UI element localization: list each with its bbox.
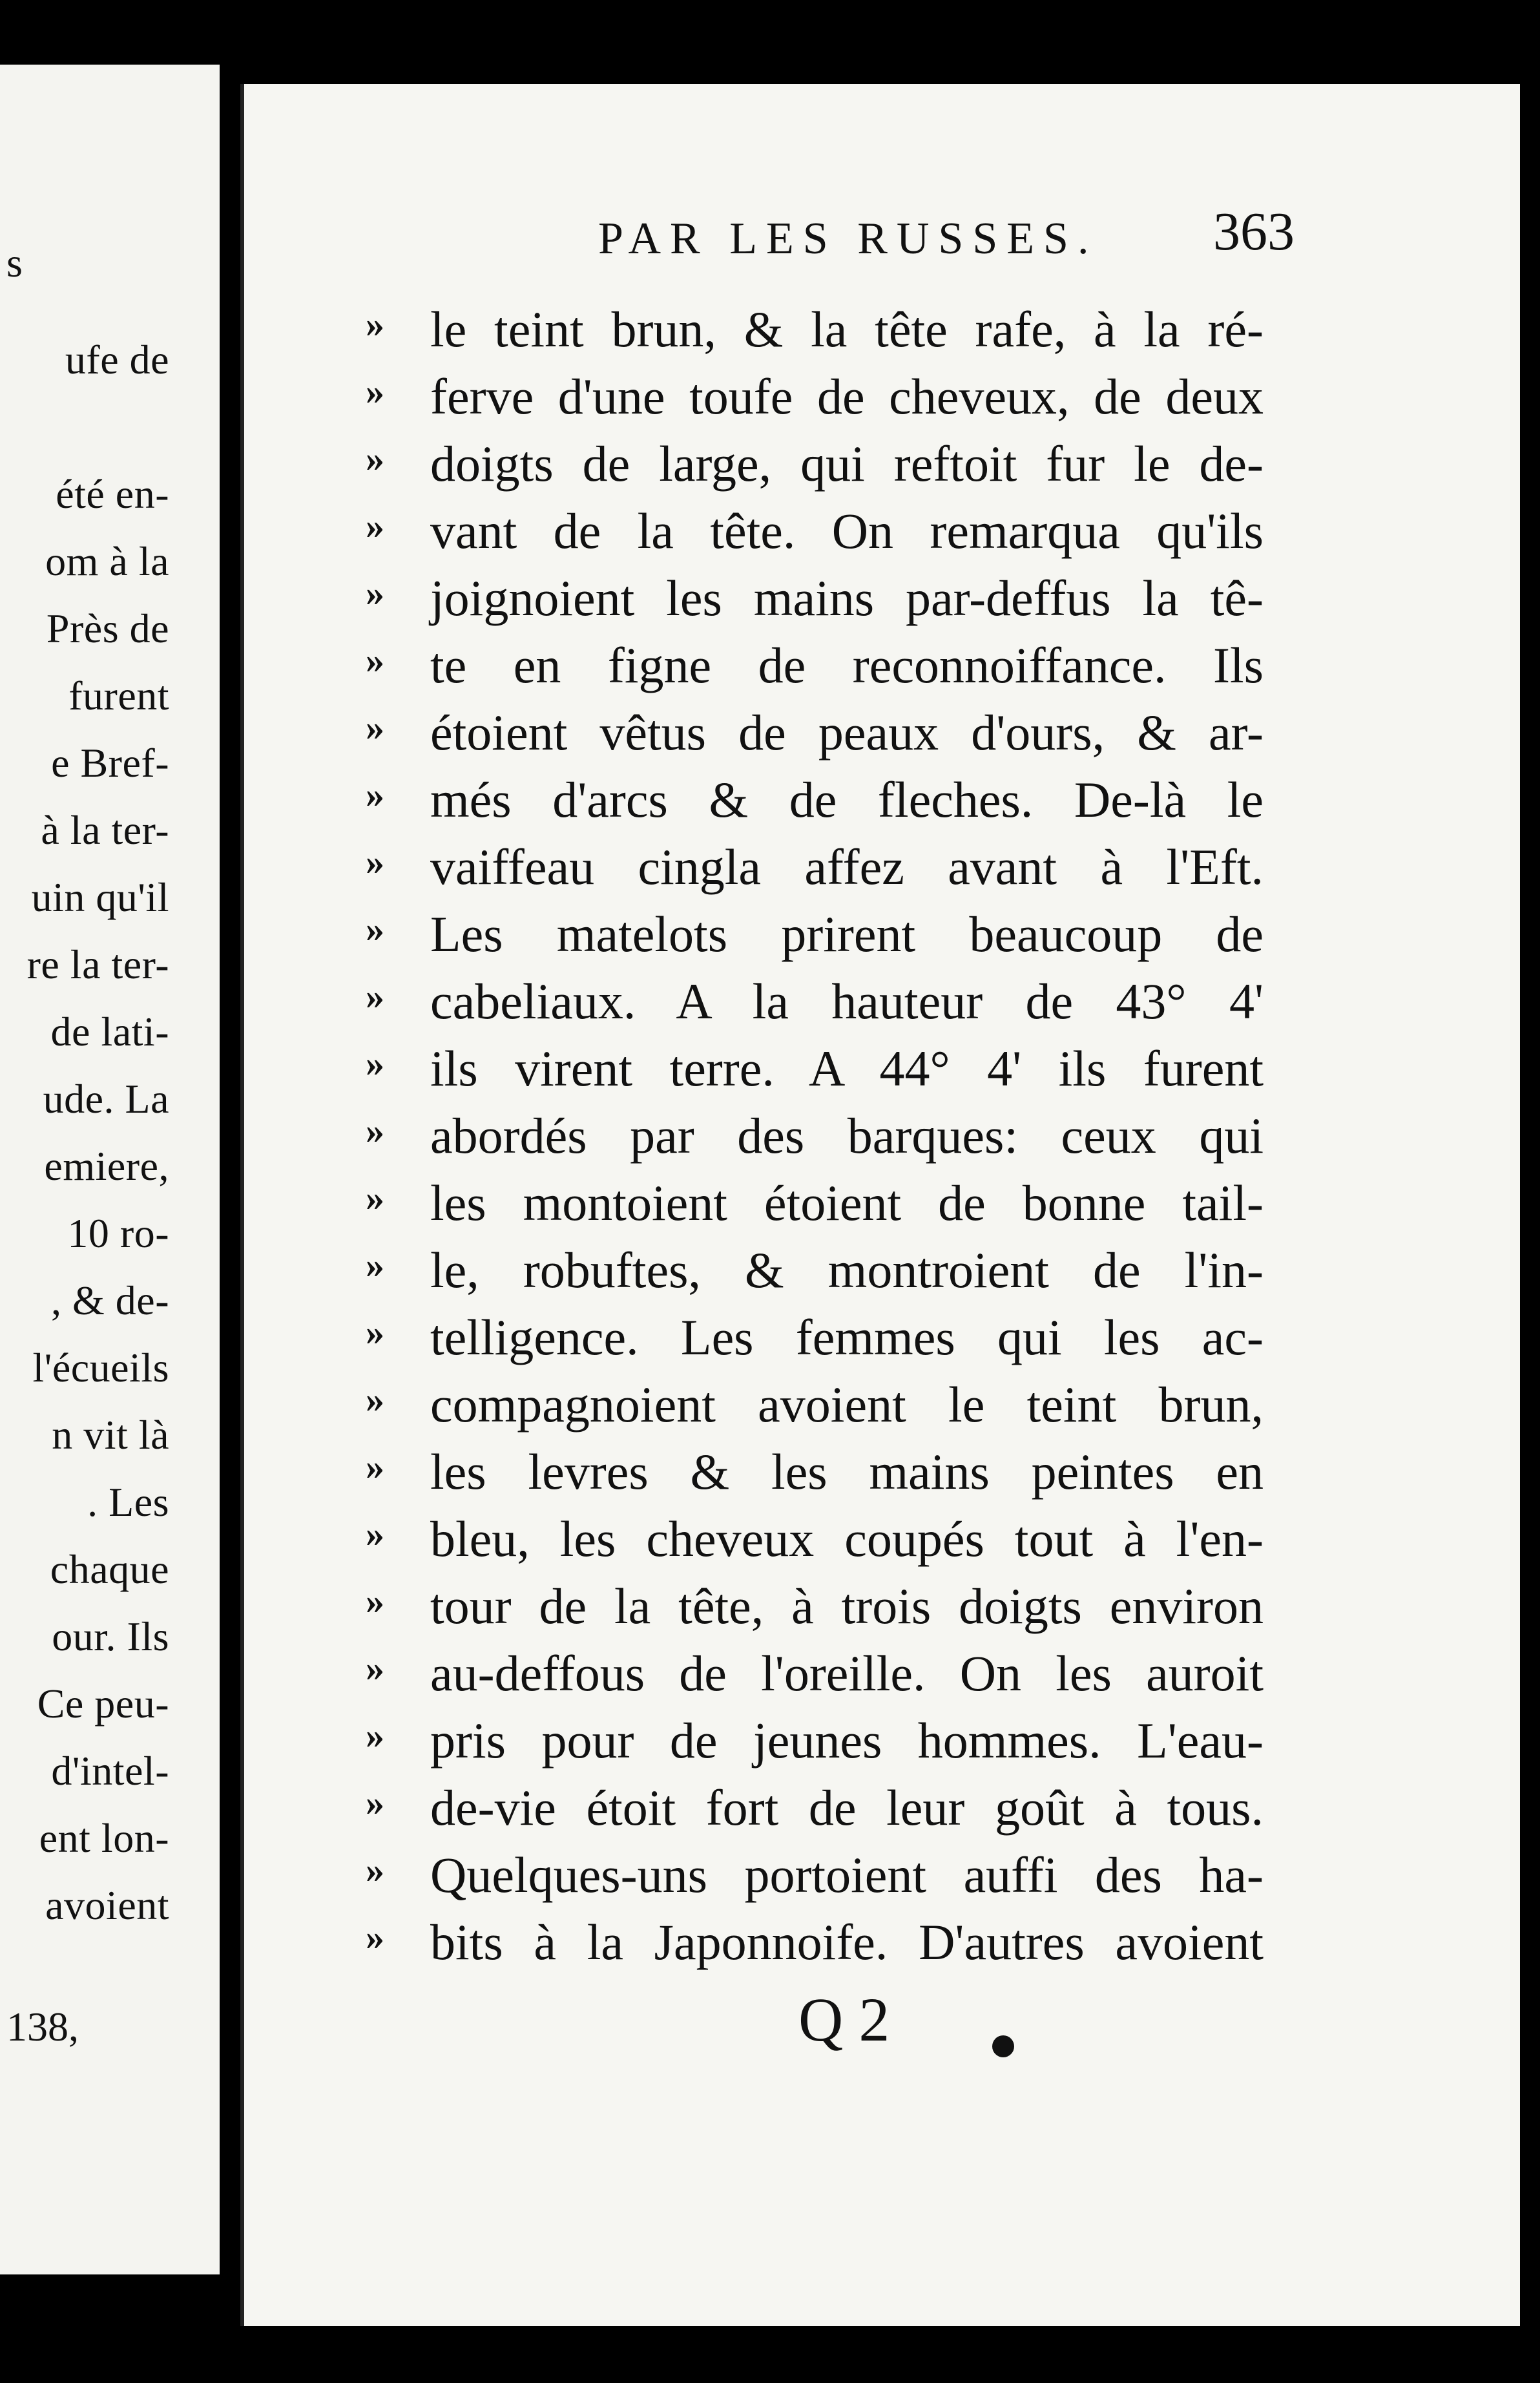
left-text-line: chaque	[50, 1546, 169, 1592]
quote-mark: »	[366, 1445, 384, 1487]
line-text: le, robuftes, & montroient de l'in-	[430, 1242, 1264, 1298]
left-text-line: emiere,	[44, 1143, 169, 1189]
signature-mark: Q 2	[798, 1985, 890, 2054]
quote-mark: »	[366, 370, 384, 412]
quote-mark: »	[366, 841, 384, 883]
quote-mark: »	[366, 1849, 384, 1891]
line-text: au-deffous de l'oreille. On les auroit	[430, 1645, 1264, 1701]
left-text-line: our. Ils	[52, 1613, 169, 1659]
left-text-line: Ce peu-	[37, 1681, 169, 1727]
left-text-line: 10 ro-	[67, 1210, 169, 1256]
page-number: 363	[1213, 202, 1295, 262]
text-line	[366, 499, 1264, 563]
line-text: telligence. Les femmes qui les ac-	[430, 1309, 1264, 1365]
running-head: PAR LES RUSSES.	[598, 214, 1098, 264]
left-running-head: s	[6, 240, 25, 286]
right-page	[240, 84, 1520, 2326]
text-line	[366, 700, 1264, 765]
left-page	[0, 65, 220, 2274]
left-text-line: ude. La	[43, 1076, 169, 1122]
line-text: les levres & les mains peintes en	[430, 1443, 1264, 1500]
line-text: étoient vêtus de peaux d'ours, & ar-	[430, 704, 1264, 761]
line-text: compagnoient avoient le teint brun,	[430, 1376, 1264, 1433]
quote-mark: »	[366, 1177, 384, 1219]
text-line	[366, 1238, 1264, 1303]
text-line	[366, 1171, 1264, 1235]
left-text-line: ufe de	[65, 337, 169, 383]
quote-mark: »	[366, 1647, 384, 1689]
line-text: les montoient étoient de bonne tail-	[430, 1175, 1264, 1231]
line-text: te en figne de reconnoiffance. Ils	[430, 637, 1264, 693]
line-text: le teint brun, & la tête rafe, à la ré-	[430, 301, 1264, 357]
left-text-line: l'écueils	[32, 1345, 169, 1391]
left-text-line: , & de-	[51, 1277, 169, 1323]
text-line	[366, 1641, 1264, 1706]
text-line	[366, 364, 1264, 429]
quote-mark: »	[366, 773, 384, 815]
quote-mark: »	[366, 1378, 384, 1420]
left-text-line: furent	[68, 673, 169, 719]
text-line	[366, 297, 1264, 362]
quote-mark: »	[366, 505, 384, 547]
line-text: joignoient les mains par-deffus la tê-	[430, 570, 1264, 626]
text-line	[366, 1440, 1264, 1504]
quote-mark: »	[366, 1311, 384, 1353]
quote-mark: »	[366, 908, 384, 950]
line-text: bits à la Japonnoife. D'autres avoient	[430, 1914, 1264, 1970]
text-line	[366, 1372, 1264, 1437]
quote-mark: »	[366, 706, 384, 748]
text-line	[366, 1776, 1264, 1840]
left-text-line: avoient	[45, 1882, 169, 1928]
left-text-line: ent lon-	[39, 1815, 169, 1861]
quote-mark: »	[366, 1042, 384, 1084]
line-text: ferve d'une toufe de cheveux, de deux	[430, 368, 1264, 425]
text-line	[366, 432, 1264, 496]
text-line	[366, 633, 1264, 698]
quote-mark: »	[366, 1580, 384, 1622]
line-text: vaiffeau cingla affez avant à l'Eft.	[430, 839, 1264, 895]
text-line	[366, 835, 1264, 899]
quote-mark: »	[366, 1781, 384, 1823]
text-line	[366, 1910, 1264, 1975]
left-folio: 138,	[6, 2004, 79, 2050]
quote-mark: »	[366, 1714, 384, 1756]
text-line	[366, 768, 1264, 832]
quote-mark: »	[366, 1109, 384, 1151]
quote-mark: »	[366, 437, 384, 479]
left-text-line: de lati-	[50, 1009, 169, 1055]
line-text: ils virent terre. A 44° 4' ils furent	[430, 1040, 1264, 1097]
text-line	[366, 969, 1264, 1034]
left-text-line: om à la	[45, 538, 169, 584]
line-text: Quelques-uns portoient auffi des ha-	[430, 1847, 1264, 1903]
text-line	[366, 1104, 1264, 1168]
left-text-line: Près de	[46, 605, 169, 651]
left-text-line: e Bref-	[51, 740, 169, 786]
line-text: doigts de large, qui reftoit fur le de-	[430, 436, 1264, 492]
ink-spot	[992, 2035, 1014, 2057]
left-text-line: re la ter-	[26, 941, 169, 987]
quote-mark: »	[366, 303, 384, 345]
text-line	[366, 1507, 1264, 1571]
left-text-line: été en-	[56, 471, 169, 517]
line-text: pris pour de jeunes hommes. L'eau-	[430, 1712, 1264, 1769]
text-line	[366, 1574, 1264, 1639]
line-text: vant de la tête. On remarqua qu'ils	[430, 503, 1264, 559]
line-text: Les matelots prirent beaucoup de	[430, 906, 1264, 962]
quote-mark: »	[366, 572, 384, 614]
left-text-line: . Les	[87, 1479, 169, 1525]
line-text: més d'arcs & de fleches. De-là le	[430, 772, 1264, 828]
left-text-line: à la ter-	[41, 807, 169, 853]
line-text: bleu, les cheveux coupés tout à l'en-	[430, 1511, 1264, 1567]
text-line	[366, 1843, 1264, 1907]
text-line	[366, 566, 1264, 631]
quote-mark: »	[366, 975, 384, 1017]
text-line	[366, 1708, 1264, 1773]
quote-mark: »	[366, 1916, 384, 1958]
text-line	[366, 1305, 1264, 1370]
line-text: de-vie étoit fort de leur goût à tous.	[430, 1779, 1264, 1836]
quote-mark: »	[366, 639, 384, 681]
line-text: abordés par des barques: ceux qui	[430, 1108, 1264, 1164]
quote-mark: »	[366, 1513, 384, 1555]
line-text: tour de la tête, à trois doigts environ	[430, 1578, 1264, 1634]
quote-mark: »	[366, 1244, 384, 1286]
text-line	[366, 902, 1264, 967]
left-text-line: d'intel-	[51, 1748, 169, 1794]
left-text-line: n vit là	[52, 1412, 169, 1458]
text-line	[366, 1036, 1264, 1101]
left-text-line: uin qu'il	[31, 874, 169, 920]
line-text: cabeliaux. A la hauteur de 43° 4'	[430, 973, 1264, 1029]
